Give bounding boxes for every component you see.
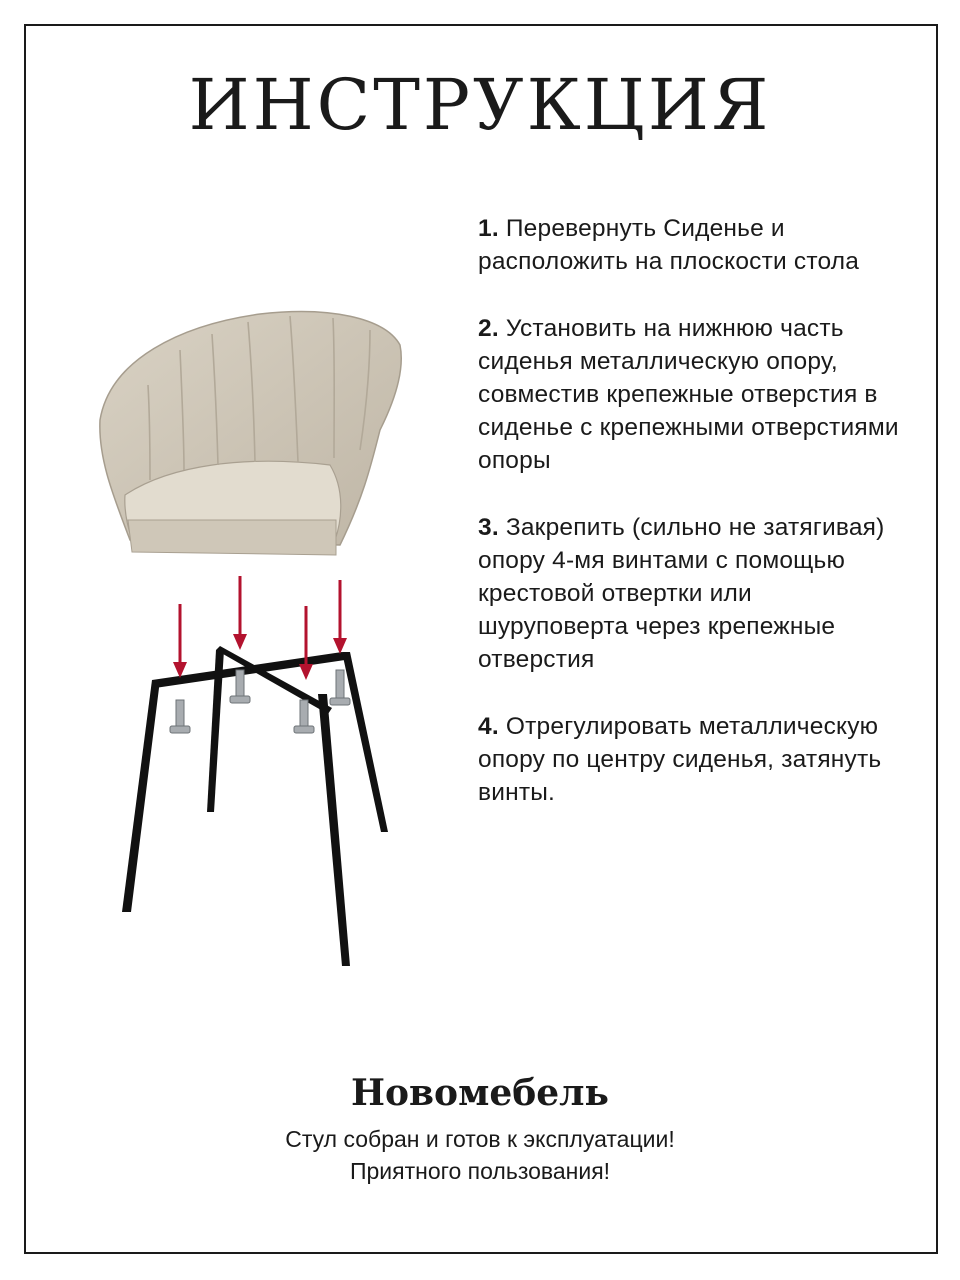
chair-assembly-illustration: [85, 300, 425, 980]
step-2: [478, 312, 908, 477]
arrow-down-icon: [173, 604, 187, 678]
footer-line-1: Стул собран и готов к эксплуатации!: [285, 1126, 675, 1152]
step-text: Установить на нижнюю часть сиденья металлическую опору, совместив крепежные отверстия в сиденье с крепежными отверстиями опоры: [478, 315, 899, 474]
step-1: [478, 212, 908, 278]
step-text: Перевернуть Сиденье и расположить на плоскости стола: [478, 215, 860, 275]
footer-line-2: Приятного пользования!: [349, 1158, 611, 1184]
step-number: 1.: [478, 215, 499, 242]
arrow-down-icon: [333, 580, 347, 654]
step-number: 2.: [478, 315, 499, 342]
chair-seat: [100, 312, 401, 555]
step-3: [478, 511, 908, 676]
step-text: Закрепить (сильно не затягивая) опору 4-мя винтами с помощью крестовой отвертки или шуруповерта через крепежные отверстия: [478, 514, 885, 673]
screw-icon: [330, 670, 350, 705]
step-4: [478, 710, 908, 809]
arrow-down-icon: [233, 576, 247, 650]
brand-name: Новомебель: [351, 1072, 609, 1114]
step-number: 4.: [478, 713, 499, 740]
screw-icon: [170, 700, 190, 733]
step-text: Отрегулировать металлическую опору по центру сиденья, затянуть винты.: [478, 713, 882, 806]
step-number: 3.: [478, 514, 499, 541]
screw-icon: [294, 700, 314, 733]
metal-base: [122, 646, 388, 966]
arrow-down-icon: [299, 606, 313, 680]
instruction-steps: [478, 212, 908, 843]
page-title: ИНСТРУКЦИЯ: [188, 64, 772, 146]
